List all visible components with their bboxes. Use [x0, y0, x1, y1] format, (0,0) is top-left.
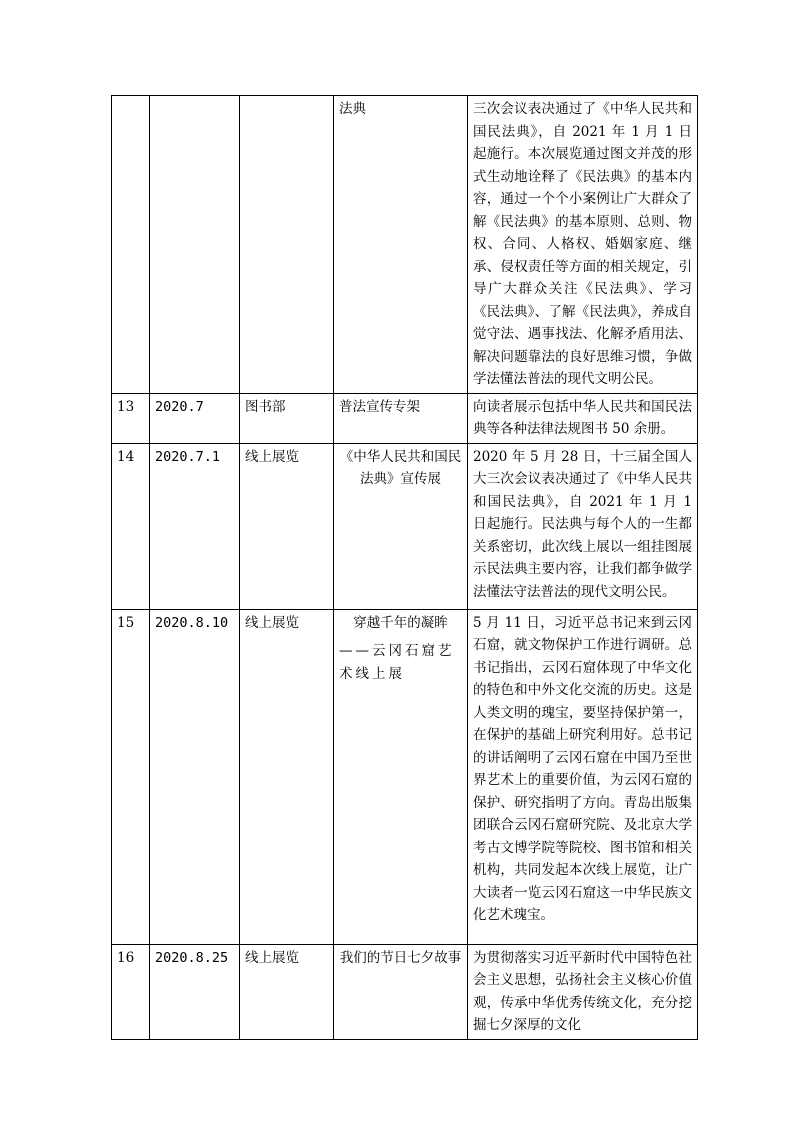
- row-title-cell: [334, 609, 468, 944]
- row-title: 我们的节日七夕故事: [334, 944, 468, 1039]
- row-number: 16: [112, 944, 150, 1039]
- row-content: 2020 年 5 月 28 日，十三届全国人大三次会议表决通过了《中华人民共和国民法典》，自 2021 年 1 月 1 日起施行。民法典与每个人的一生都关系密切，此次线上展以一组挂图展示民法典主要内容，让我们都争做学法懂法守法普法的现代文明公民。: [468, 443, 698, 609]
- row-number: [112, 96, 150, 394]
- row-date: 2020.7: [150, 393, 240, 443]
- table-row: [112, 393, 698, 443]
- row-department: 线上展览: [240, 609, 334, 944]
- row-date: 2020.7.1: [150, 443, 240, 609]
- row-number: 14: [112, 443, 150, 609]
- row-content: 三次会议表决通过了《中华人民共和国民法典》，自 2021 年 1 月 1 日起施行。本次展览通过图文并茂的形式生动地诠释了《民法典》的基本内容，通过一个个小案例让广大群众了解《民法典》的基本原则、总则、物权、合同、人格权、婚姻家庭、继承、侵权责任等方面的相关规定，引导广大群众关注《民法典》、学习《民法典》、了解《民法典》，养成自觉守法、遇事找法、化解矛盾用法、解决问题靠法的良好思维习惯，争做学法懂法普法的现代文明公民。: [468, 96, 698, 394]
- row-department: [240, 96, 334, 394]
- row-date: [150, 96, 240, 394]
- row-department: 线上展览: [240, 944, 334, 1039]
- row-content: 为贯彻落实习近平新时代中国特色社会主义思想，弘扬社会主义核心价值观，传承中华优秀传统文化，充分挖掘七夕深厚的文化: [468, 944, 698, 1039]
- row-number: 13: [112, 393, 150, 443]
- row-subtitle: ——云冈石窟艺术线上展: [339, 643, 455, 682]
- row-title: 普法宣传专架: [334, 393, 468, 443]
- row-title: 《中华人民共和国民法典》宣传展: [334, 443, 468, 609]
- table-row: [112, 609, 698, 944]
- row-department: 线上展览: [240, 443, 334, 609]
- row-date: 2020.8.10: [150, 609, 240, 944]
- row-content: 5 月 11 日，习近平总书记来到云冈石窟，就文物保护工作进行调研。总书记指出，云冈石窟体现了中华文化的特色和中外文化交流的历史。这是人类文明的瑰宝，要坚持保护第一，在保护的基础上研究利用好。总书记的讲话阐明了云冈石窟在中国乃至世界艺术上的重要价值，为云冈石窟的保护、研究指明了方向。青岛出版集团联合云冈石窟研究院、及北京大学考古文博学院等院校、图书馆和相关机构，共同发起本次线上展览，让广大读者一览云冈石窟这一中华民族文化艺术瑰宝。: [468, 609, 698, 944]
- row-title: 法典: [334, 96, 468, 394]
- table-row: [112, 443, 698, 609]
- row-content: 向读者展示包括中华人民共和国民法典等各种法律法规图书 50 余册。: [468, 393, 698, 443]
- row-date: 2020.8.25: [150, 944, 240, 1039]
- table-row: [112, 944, 698, 1039]
- table-row: [112, 96, 698, 394]
- row-title: 穿越千年的凝眸: [353, 614, 448, 631]
- events-table: [111, 95, 698, 1040]
- row-number: 15: [112, 609, 150, 944]
- row-department: 图书部: [240, 393, 334, 443]
